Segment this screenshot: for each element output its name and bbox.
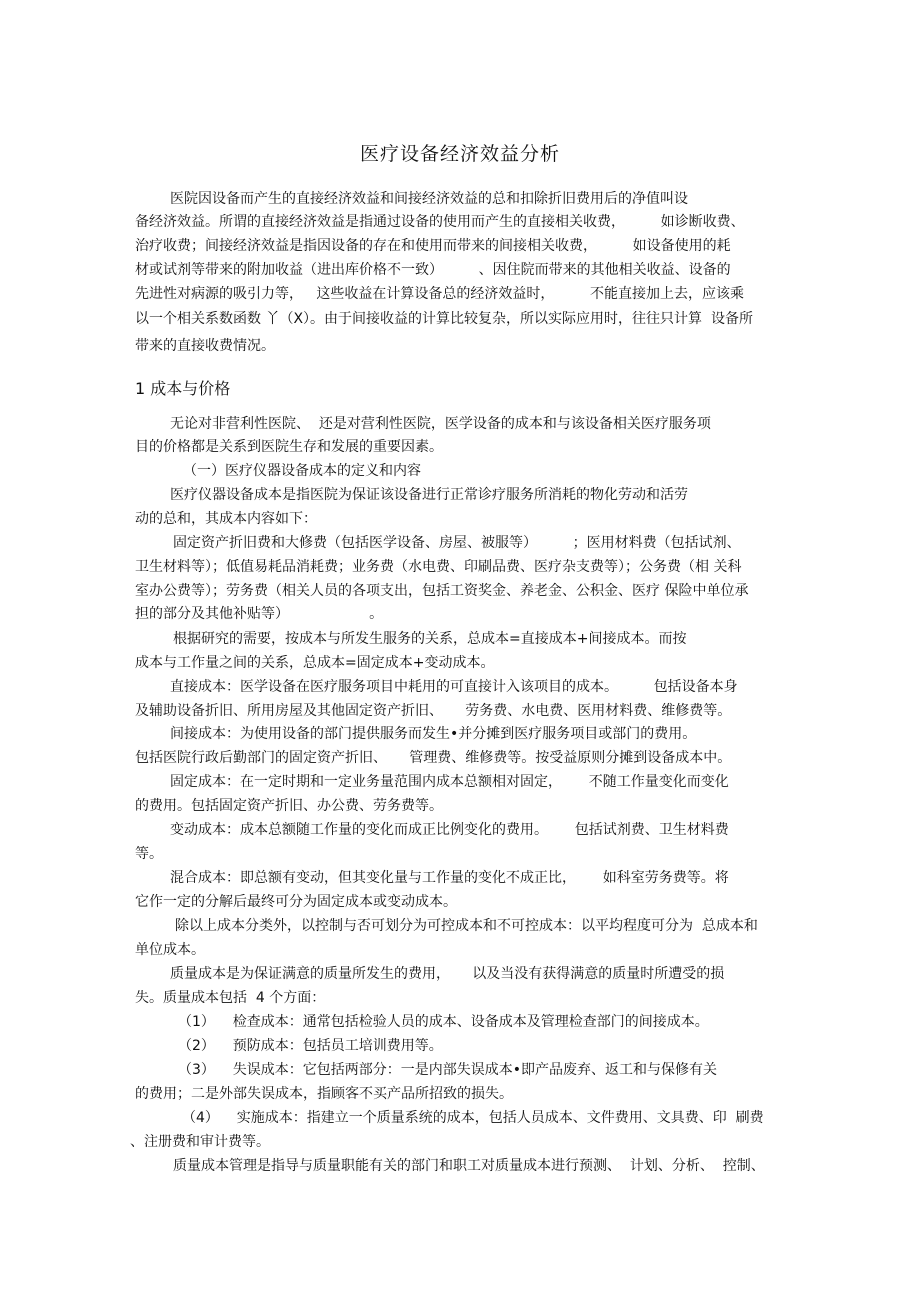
intro-line: 带来的直接收费情况。 — [135, 338, 275, 354]
document-title: 医疗设备经济效益分析 — [359, 143, 560, 165]
intro-line: 治疗收费；间接经济效益是指因设备的存在和使用而带来的间接相关收费， 如设备使用的耗 — [135, 238, 731, 254]
body-line: 混合成本：即总额有变动，但其变化量与工作量的变化不成正比， 如科室劳务费等。将 — [170, 870, 729, 886]
body-line: 失。质量成本包括 4 个方面： — [135, 990, 326, 1006]
body-line: 直接成本：医学设备在医疗服务项目中耗用的可直接计入该项目的成本。 包括设备本身 — [170, 679, 738, 695]
body-line: 卫生材料等）；低值易耗品消耗费；业务费（水电费、印刷品费、医疗杂支费等）；公务费（相 关科 — [135, 559, 742, 575]
body-line: 根据研究的需要，按成本与所发生服务的关系，总成本=直接成本+间接成本。而按 — [173, 631, 687, 647]
list-item: （3） 失误成本：它包括两部分：一是内部失误成本•即产品废弃、返工和与保修有关 — [178, 1062, 717, 1078]
list-item: （4） 实施成本：指建立一个质量系统的成本，包括人员成本、文件费用、文具费、印 刷费 — [182, 1110, 764, 1126]
intro-line: 以一个相关系数函数 丫（X）。由于间接收益的计算比较复杂，所以实际应用时，往往只计算 设备所 — [135, 311, 753, 327]
list-item: （2） 预防成本：包括员工培训费用等。 — [178, 1038, 443, 1054]
body-line: 的费用。包括固定资产折旧、办公费、劳务费等。 — [135, 798, 443, 814]
intro-line: 材或试剂等带来的附加收益（进出库价格不一致） 、因住院而带来的其他相关收益、设备的 — [135, 262, 731, 278]
body-line: 医疗仪器设备成本是指医院为保证该设备进行正常诊疗服务所消耗的物化劳动和活劳 — [170, 487, 688, 503]
body-line: 担的部分及其他补贴等） 。 — [135, 606, 384, 622]
body-line: 质量成本管理是指导与质量职能有关的部门和职工对质量成本进行预测、 计划、分析、 控制、 — [173, 1158, 765, 1174]
body-line: 无论对非营利性医院、 还是对营利性医院，医学设备的成本和与该设备相关医疗服务项 — [170, 416, 711, 432]
subsection-heading: （一）医疗仪器设备成本的定义和内容 — [183, 463, 421, 479]
body-line: 间接成本：为使用设备的部门提供服务而发生•并分摊到医疗服务项目或部门的费用。 — [170, 726, 697, 742]
body-line: 等。 — [135, 846, 163, 862]
body-line: 动的总和，其成本内容如下： — [135, 511, 317, 527]
body-line: 及辅助设备折旧、所用房屋及其他固定资产折旧、 劳务费、水电费、医用材料费、维修费等。 — [135, 703, 732, 719]
body-line: 它作一定的分解后最终可分为固定成本或变动成本。 — [135, 894, 457, 910]
body-line: 包括医院行政后勤部门的固定资产折旧、 管理费、维修费等。按受益原则分摊到设备成本中。 — [135, 750, 732, 766]
intro-line: 备经济效益。所谓的直接经济效益是指通过设备的使用而产生的直接相关收费， 如诊断收费、 — [135, 214, 745, 230]
list-item: （1） 检查成本：通常包括检验人员的成本、设备成本及管理检查部门的间接成本。 — [178, 1014, 709, 1030]
section-heading: 1 成本与价格 — [135, 379, 231, 398]
body-line: 目的价格都是关系到医院生存和发展的重要因素。 — [135, 439, 443, 455]
body-line: 变动成本：成本总额随工作量的变化而成正比例变化的费用。 包括试剂费、卫生材料费 — [170, 822, 729, 838]
body-line: 固定资产折旧费和大修费（包括医学设备、房屋、被服等） ；医用材料费（包括试剂、 — [173, 535, 741, 551]
body-line: 质量成本是为保证满意的质量所发生的费用， 以及当没有获得满意的质量时所遭受的损 — [170, 966, 725, 982]
intro-line: 先进性对病源的吸引力等， 这些收益在计算设备总的经济效益时， 不能直接加上去，应该乘 — [135, 286, 744, 302]
body-line: 成本与工作量之间的关系，总成本=固定成本+变动成本。 — [135, 655, 495, 671]
body-line: 固定成本：在一定时期和一定业务量范围内成本总额相对固定， 不随工作量变化而变化 — [170, 774, 729, 790]
body-line: 的费用；二是外部失误成本，指顾客不买产品所招致的损失。 — [135, 1086, 513, 1102]
body-line: 室办公费等）；劳务费（相关人员的各项支出，包括工资奖金、养老金、公积金、医疗 保险中单位承 — [135, 583, 749, 599]
body-line: 、注册费和审计费等。 — [130, 1134, 270, 1150]
body-line: 单位成本。 — [135, 942, 205, 958]
body-line: 除以上成本分类外，以控制与否可划分为可控成本和不可控成本：以平均程度可分为 总成本和 — [175, 918, 758, 934]
intro-line: 医院因设备而产生的直接经济效益和间接经济效益的总和扣除折旧费用后的净值叫设 — [170, 191, 688, 207]
